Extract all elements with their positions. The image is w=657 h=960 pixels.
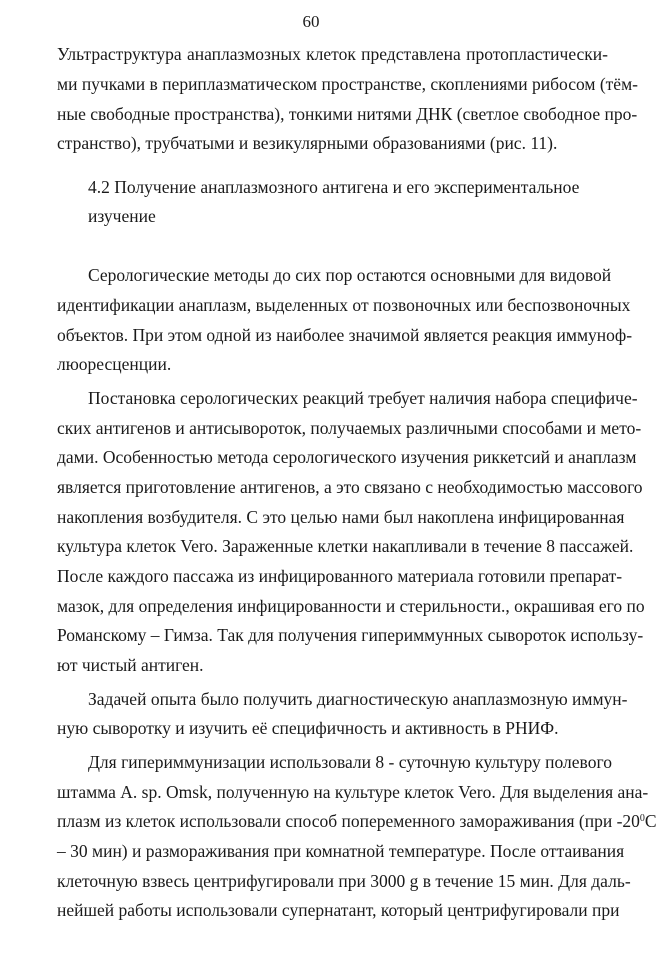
paragraph-4-line: ную сыворотку и изучить её специфичность и активность в РНИФ. [57,718,559,738]
paragraph-2-line: идентификации анаплазм, выделенных от позвоночных или беспозвоночных [57,295,631,315]
paragraph-3-line: культура клеток Vero. Зараженные клетки накапливали в течение 8 пассажей. [57,536,634,556]
paragraph-2-line: объектов. При этом одной из наиболее значимой является реакция иммуноф- [57,325,633,345]
degree-superscript: 0 [639,813,645,824]
paragraph-3-line: является приготовление антигенов, а это связано с необходимостью массового [57,477,643,497]
paragraph-5-line: штамма A. sp. Omsk, полученную на культуре клеток Vero. Для выделения ана- [57,782,649,802]
paragraph-5-line-text: плазм из клеток использовали способ попеременного замораживания (при -20 [57,811,640,831]
paragraph-3-line: Постановка серологических реакций требует наличия набора специфиче- [88,388,638,408]
paragraph-1-line: ные свободные пространства), тонкими нитями ДНК (светлое свободное про- [57,104,638,124]
paragraph-5-line-text: С [644,811,657,831]
section-heading-line: изучение [88,206,156,226]
paragraph-5-line [57,806,657,836]
paragraph-4-line: Задачей опыта было получить диагностическую анаплазмозную иммун- [88,689,628,709]
paragraph-5-line: нейшей работы использовали супернатант, который центрифугировали при [57,900,620,920]
paragraph-3-line: После каждого пассажа из инфицированного материала готовили препарат- [57,566,623,586]
paragraph-3-line: ют чистый антиген. [57,655,204,675]
section-heading-line: 4.2 Получение анаплазмозного антигена и его экспериментальное [88,177,580,197]
paragraph-3-line: мазок, для определения инфицированности и стерильности., окрашивая его по [57,596,645,616]
paragraph-3-line: накопления возбудителя. С это целью нами был накоплена инфицированная [57,507,625,527]
paragraph-2-line: Серологические методы до сих пор остаются основными для видовой [88,265,612,285]
paragraph-5-line: клеточную взвесь центрифугировали при 3000 g в течение 15 мин. Для даль- [57,871,631,891]
paragraph-1-line: Ультраструктура анаплазмозных клеток представлена протопластически- [57,44,608,64]
paragraph-2-line: люоресценции. [57,354,172,374]
paragraph-3-line: Романскому – Гимза. Так для получения гипериммунных сывороток использу- [57,625,644,645]
paragraph-1-line: странство), трубчатыми и везикулярными образованиями (рис. 11). [57,133,558,153]
page-number: 60 [302,12,320,31]
paragraph-1-line: ми пучками в периплазматическом пространстве, скоплениями рибосом (тём- [57,74,638,94]
paragraph-3-line: дами. Особенностью метода серологического изучения риккетсий и анаплазм [57,447,637,467]
paragraph-5-line: Для гипериммунизации использовали 8 - суточную культуру полевого [88,752,612,772]
paragraph-3-line: ских антигенов и антисывороток, получаемых различными способами и мето- [57,418,642,438]
paragraph-5-line: – 30 мин) и размораживания при комнатной температуре. После оттаивания [57,841,625,861]
